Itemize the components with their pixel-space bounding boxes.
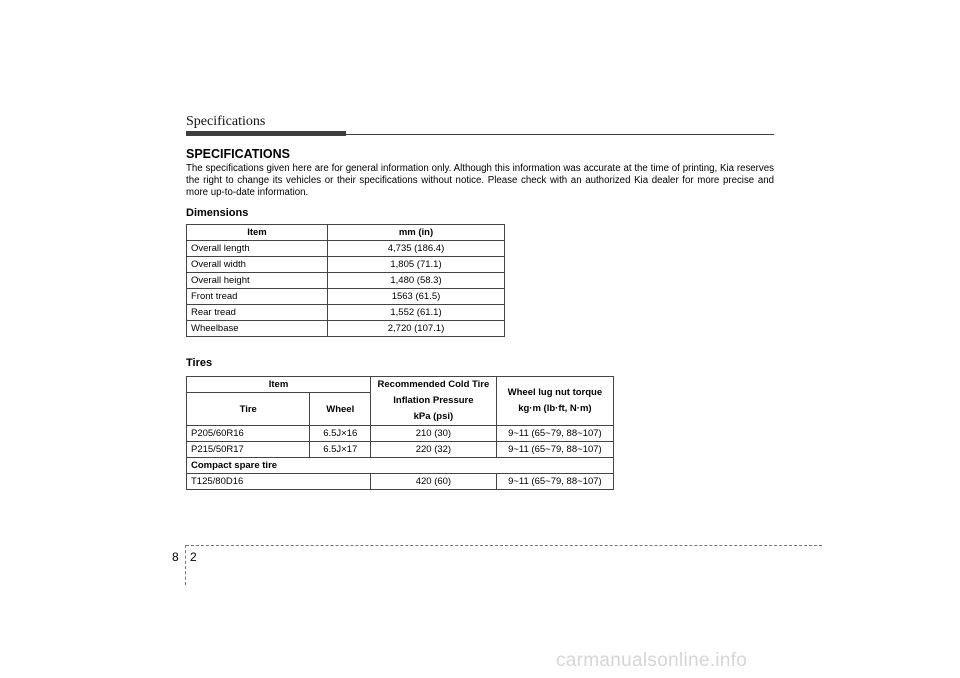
column-header-pressure <box>371 377 497 426</box>
tires-table <box>186 376 614 490</box>
page-number: 2 <box>190 550 197 564</box>
table-row <box>187 257 505 273</box>
table-cell: Rear tread <box>187 305 328 321</box>
column-header-item: Item <box>187 377 371 393</box>
table-cell: Wheelbase <box>187 321 328 337</box>
torque-header-line: kg·m (lb·ft, N·m) <box>518 403 592 414</box>
table-cell: 1,552 (61.1) <box>328 305 505 321</box>
intro-paragraph: The specifications given here are for general information only. Although this information was accurate at the time of printing, Kia reserves the right to change its vehicles or their specifications without notice. Please check with an authorized Kia dealer for more precise and more up-to-date information. <box>186 163 774 199</box>
torque-header-line: Wheel lug nut torque <box>507 387 603 398</box>
table-cell: 1,480 (58.3) <box>328 273 505 289</box>
table-cell: 220 (32) <box>371 442 497 458</box>
table-row <box>187 442 614 458</box>
table-cell: Overall length <box>187 241 328 257</box>
table-row <box>187 241 505 257</box>
table-cell: 9~11 (65~79, 88~107) <box>496 474 613 490</box>
header-bar <box>186 131 346 136</box>
column-header-torque <box>496 377 613 426</box>
table-cell: 6.5J×16 <box>310 426 371 442</box>
table-cell: T125/80D16 <box>187 474 371 490</box>
table-cell: 9~11 (65~79, 88~107) <box>496 426 613 442</box>
watermark: carmanualsonline.info <box>556 650 748 671</box>
table-cell: 210 (30) <box>371 426 497 442</box>
table-cell: 1,805 (71.1) <box>328 257 505 273</box>
table-cell: P215/50R17 <box>187 442 310 458</box>
page-section-number: 8 <box>172 550 179 564</box>
column-header-wheel: Wheel <box>310 393 371 426</box>
table-row <box>187 273 505 289</box>
table-row <box>187 321 505 337</box>
table-cell: P205/60R16 <box>187 426 310 442</box>
page-header-title: Specifications <box>186 114 266 129</box>
pressure-header-line: kPa (psi) <box>413 411 454 422</box>
pressure-header-line: Inflation Pressure <box>393 395 474 406</box>
table-row <box>187 458 614 474</box>
footer-rule <box>186 545 822 546</box>
spare-tire-label: Compact spare tire <box>187 458 614 474</box>
table-cell: 6.5J×17 <box>310 442 371 458</box>
table-cell: 2,720 (107.1) <box>328 321 505 337</box>
table-cell: 1563 (61.5) <box>328 289 505 305</box>
column-header-tire: Tire <box>187 393 310 426</box>
table-cell: 9~11 (65~79, 88~107) <box>496 442 613 458</box>
section-title: SPECIFICATIONS <box>186 147 290 161</box>
table-header-row <box>187 225 505 241</box>
table-row <box>187 426 614 442</box>
table-cell: Overall width <box>187 257 328 273</box>
table-row <box>187 474 614 490</box>
dimensions-table <box>186 224 505 337</box>
table-cell: Overall height <box>187 273 328 289</box>
footer-vertical-rule <box>185 545 186 585</box>
tires-title: Tires <box>186 357 213 369</box>
column-header-mm: mm (in) <box>328 225 505 241</box>
table-cell: 4,735 (186.4) <box>328 241 505 257</box>
table-cell: Front tread <box>187 289 328 305</box>
table-header-row <box>187 377 614 393</box>
pressure-header-line: Recommended Cold Tire <box>377 379 490 390</box>
dimensions-title: Dimensions <box>186 207 249 219</box>
column-header-item: Item <box>187 225 328 241</box>
table-row <box>187 289 505 305</box>
table-row <box>187 305 505 321</box>
header-rule <box>346 134 774 135</box>
table-cell: 420 (60) <box>371 474 497 490</box>
